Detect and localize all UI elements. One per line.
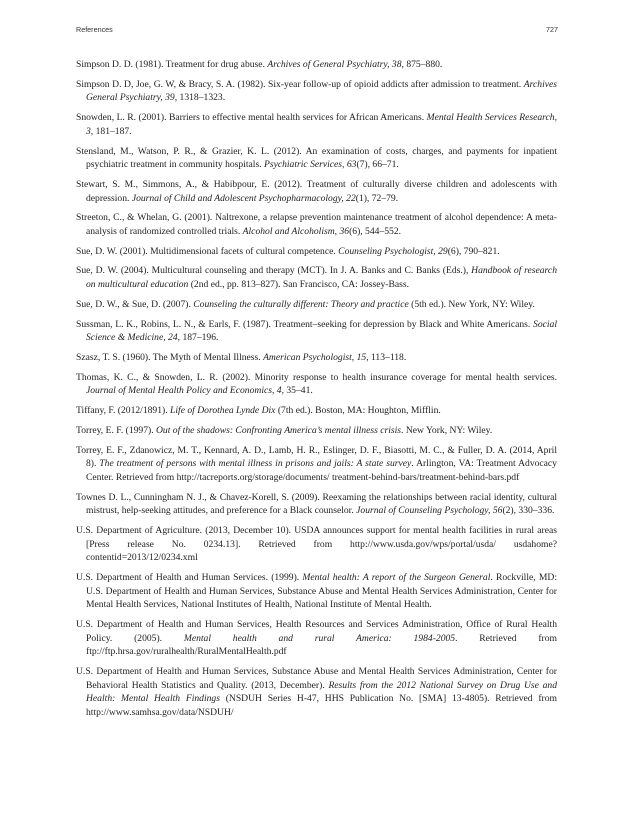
reference-source-italic: American Psychologist, 15: [263, 351, 367, 363]
reference-text: (6), 544–552.: [349, 225, 402, 237]
reference-text: . Retrieved from ftp://ftp.hrsa.gov/ruralhealth/RuralMentalHealth.pdf: [86, 632, 557, 658]
reference-text: Sue, D. W., & Sue, D. (2007).: [76, 298, 194, 310]
reference-text: (2), 330–336.: [502, 505, 555, 517]
reference-text: , 113–118.: [366, 351, 407, 363]
reference-text: (NSDUH Series H-47, HHS Publication No. [SMA] 13-4805). Retrieved from http://www.samhsa.gov/data/NSDUH/: [86, 693, 557, 718]
reference-entry: [76, 178, 557, 205]
reference-entry: [76, 351, 557, 365]
reference-entry: [76, 298, 557, 312]
reference-text: . Rockville, MD: U.S. Department of Health and Human Services, Substance Abuse and Mental Health Services Administration, Center for Mental Health Services, National Institutes of Health, National Institute of Mental Health.: [86, 572, 557, 611]
reference-text: (2nd ed., pp. 813–827). San Francisco, CA: Jossey-Bass.: [188, 279, 409, 291]
reference-source-italic: Psychiatric Services, 63: [263, 159, 357, 171]
reference-source-italic: Alcohol and Alcoholism, 36: [242, 225, 350, 237]
reference-entry: [76, 618, 557, 659]
reference-text: (6), 790–821.: [447, 245, 500, 257]
reference-text: , 181–187.: [90, 125, 132, 137]
reference-text: Thomas, K. C., & Snowden, L. R. (2002). Minority response to health insurance coverage for mental health services.: [76, 371, 557, 383]
reference-text: . New York, NY: Wiley.: [401, 424, 493, 436]
reference-source-italic: Out of the shadows: Confronting America’s mental illness crisis: [156, 424, 402, 436]
reference-text: Snowden, L. R. (2001). Barriers to effective mental health services for African Americans.: [76, 112, 427, 124]
reference-text: Sussman, L. K., Robins, L. N., & Earls, F. (1987). Treatment–seeking for depression by Black and White Americans.: [76, 318, 534, 330]
reference-entry: [76, 665, 557, 719]
reference-entry: [76, 245, 557, 259]
reference-source-italic: Counseling Psychologist, 29: [338, 245, 448, 257]
reference-text: , 35–41.: [281, 385, 313, 397]
reference-text: Stewart, S. M., Simmons, A., & Habibpour, E. (2012). Treatment of culturally diverse children and adolescents with depression.: [76, 178, 557, 204]
reference-text: U.S. Department of Health and Human Services. (1999).: [76, 572, 303, 583]
reference-source-italic: The treatment of persons with mental illness in prisons and jails: A state survey: [99, 458, 412, 470]
reference-source-italic: Life of Dorothea Lynde Dix: [170, 405, 276, 417]
reference-text: U.S. Department of Agriculture. (2013, December 10). USDA announces support for mental health facilities in rural areas [Press release No. 0234.13]. Retrieved from http://www.usda.gov/wps/portal/usda/ usdahome?contentid=2013/12/0234.xml: [76, 525, 557, 564]
reference-source-italic: Archives of General Psychiatry, 38: [267, 59, 402, 70]
reference-source-italic: Counseling the culturally different: Theory and practice: [193, 298, 409, 310]
reference-source-italic: Journal of Child and Adolescent Psychopharmacology, 22: [131, 192, 356, 204]
reference-entry: [76, 318, 557, 345]
reference-text: . Arlington, VA: Treatment Advocacy Center. Retrieved from http://tacreports.org/storage/documents/ treatment-behind-bars/treatment-behind-bars.pdf: [86, 458, 557, 483]
reference-entry: [76, 491, 557, 518]
reference-entry: [76, 264, 557, 291]
reference-text: Streeton, C., & Whelan, G. (2001). Naltrexone, a relapse prevention maintenance treatment of alcohol dependence: A meta-analysis of randomized controlled trials.: [76, 212, 557, 237]
reference-text: Sue, D. W. (2004). Multicultural counseling and therapy (MCT). In J. A. Banks and C. Banks (Eds.),: [76, 265, 472, 277]
reference-source-italic: Journal of Mental Health Policy and Economics, 4: [86, 385, 282, 397]
reference-entry: [76, 424, 557, 438]
reference-entry: [76, 571, 557, 612]
reference-source-italic: Archives General Psychiatry, 39: [86, 78, 557, 104]
reference-entry: [76, 145, 557, 172]
reference-entry: [76, 78, 557, 105]
reference-entry: [76, 371, 557, 398]
reference-text: (1), 72–79.: [355, 192, 399, 204]
reference-entry: [76, 111, 557, 138]
reference-source-italic: Social Science & Medicine, 24: [86, 318, 557, 344]
reference-text: (5th ed.). New York, NY: Wiley.: [408, 298, 535, 310]
reference-source-italic: Results from the 2012 National Survey on Drug Use and Health: Mental Health Findings: [86, 679, 557, 705]
reference-list: [76, 58, 557, 726]
reference-text: , 187–196.: [177, 332, 219, 344]
reference-entry: [76, 58, 557, 72]
reference-text: Simpson D. D. (1981). Treatment for drug abuse.: [76, 59, 268, 70]
reference-text: Sue, D. W. (2001). Multidimensional facets of cultural competence.: [76, 245, 339, 257]
reference-text: Torrey, E. F., Zdanowicz, M. T., Kennard, A. D., Lamb, H. R., Eslinger, D. F., Biasotti, M. C., & Fuller, D. A. (2014, April 8).: [76, 444, 557, 470]
reference-text: Townes D. L., Cunningham N. J., & Chavez-Korell, S. (2009). Reexaming the relationships between racial identity, cultural mistrust, help-seeking attitudes, and preference for a Black counselor.: [76, 491, 557, 517]
section-title: References: [76, 25, 113, 34]
reference-text: , 875–880.: [401, 59, 443, 70]
reference-entry: [76, 524, 557, 565]
page-number: 727: [546, 25, 558, 34]
reference-text: U.S. Department of Health and Human Services, Substance Abuse and Mental Health Services Administration, Center for Behavioral Health Statistics and Quality. (2013, December).: [76, 665, 557, 691]
reference-source-italic: Mental Health Services Research, 3: [86, 112, 557, 137]
reference-entry: [76, 211, 557, 238]
reference-text: U.S. Department of Health and Human Services, Health Resources and Services Administration, Office of Rural Health Policy. (2005).: [76, 618, 557, 644]
reference-source-italic: Mental health: A report of the Surgeon General: [302, 572, 491, 583]
reference-text: , 1318–1323.: [174, 92, 226, 104]
reference-text: Szasz, T. S. (1960). The Myth of Mental Illness.: [76, 351, 264, 363]
reference-text: Simpson D. D, Joe, G. W, & Bracy, S. A. (1982). Six-year follow-up of opioid addicts after admission to treatment.: [76, 78, 524, 90]
reference-text: Tiffany, F. (2012/1891).: [76, 405, 171, 417]
reference-text: Stensland, M., Watson, P. R., & Grazier, K. L. (2012). An examination of costs, charges, and payments for inpatient psychiatric treatment in community hospitals.: [76, 145, 557, 171]
reference-entry: [76, 404, 557, 418]
reference-text: (7), 66–71.: [356, 159, 399, 171]
reference-source-italic: Handbook of research on multicultural education: [86, 265, 557, 291]
reference-source-italic: Journal of Counseling Psychology, 56: [356, 505, 503, 517]
reference-text: Torrey, E. F. (1997).: [76, 424, 156, 436]
reference-entry: [76, 444, 557, 485]
reference-source-italic: Mental health and rural America: 1984-2005: [183, 632, 456, 644]
reference-text: (7th ed.). Boston, MA: Houghton, Mifflin.: [275, 405, 441, 417]
